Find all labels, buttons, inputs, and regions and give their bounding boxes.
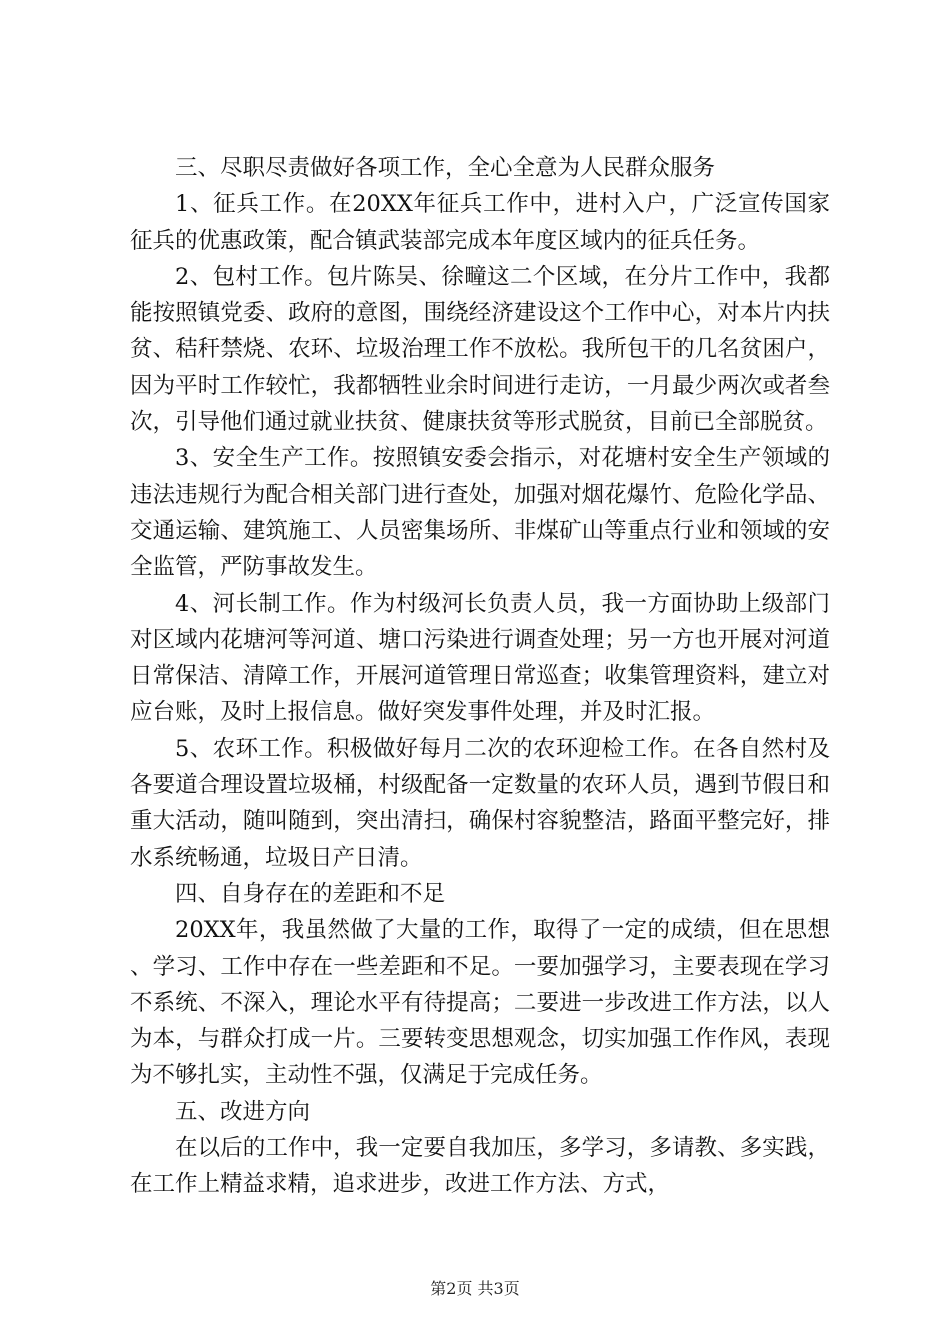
- section-heading-3: 三、尽职尽责做好各项工作，全心全意为人民群众服务: [175, 155, 716, 181]
- document-body: [130, 150, 830, 1203]
- paragraph-improvement: 在以后的工作中，我一定要自我加压，多学习，多请教、多实践，在工作上精益求精，追求进步，改进工作方法、方式，: [130, 1135, 830, 1198]
- paragraph-river-chief: 4、河长制工作。作为村级河长负责人员，我一方面协助上级部门对区域内花塘河等河道、塘口污染进行调查处理；另一方也开展对河道日常保洁、清障工作，开展河道管理日常巡查；收集管理资料，建立对应台账，及时上报信息。做好突发事件处理，并及时汇报。: [130, 590, 830, 726]
- section-heading-4: 四、自身存在的差距和不足: [175, 880, 446, 907]
- page-number-footer: 第2页 共3页: [430, 1279, 520, 1298]
- paragraph-village-work: 2、包村工作。包片陈吴、徐疃这二个区域，在分片工作中，我都能按照镇党委、政府的意图，围绕经济建设这个工作中心，对本片内扶贫、秸秆禁烧、农环、垃圾治理工作不放松。我所包干的几名贫困户，因为平时工作较忙，我都牺牲业余时间进行走访，一月最少两次或者叁次，引导他们通过就业扶贫、健康扶贫等形式脱贫，目前已全部脱贫。: [130, 263, 830, 436]
- paragraph-safety-production: 3、安全生产工作。按照镇安委会指示，对花塘村安全生产领域的违法违规行为配合相关部门进行查处，加强对烟花爆竹、危险化学品、交通运输、建筑施工、人员密集场所、非煤矿山等重点行业和领域的安全监管，严防事故发生。: [130, 445, 830, 581]
- section-heading-5: 五、改进方向: [175, 1098, 311, 1125]
- paragraph-rural-environment: 5、农环工作。积极做好每月二次的农环迎检工作。在各自然村及各要道合理设置垃圾桶，村级配备一定数量的农环人员，遇到节假日和重大活动，随叫随到，突出清扫，确保村容貌整洁，路面平整完好，排水系统畅通，垃圾日产日清。: [130, 735, 830, 871]
- paragraph-conscription: 1、征兵工作。在20XX年征兵工作中，进村入户，广泛宣传国家征兵的优惠政策，配合镇武装部完成本年度区域内的征兵任务。: [130, 191, 830, 254]
- paragraph-shortcomings: 20XX年，我虽然做了大量的工作，取得了一定的成绩，但在思想、学习、工作中存在一些差距和不足。一要加强学习，主要表现在学习不系统、不深入，理论水平有待提高；二要进一步改进工作方法，以人为本，与群众打成一片。三要转变思想观念，切实加强工作作风，表现为不够扎实，主动性不强，仅满足于完成任务。: [130, 917, 830, 1089]
